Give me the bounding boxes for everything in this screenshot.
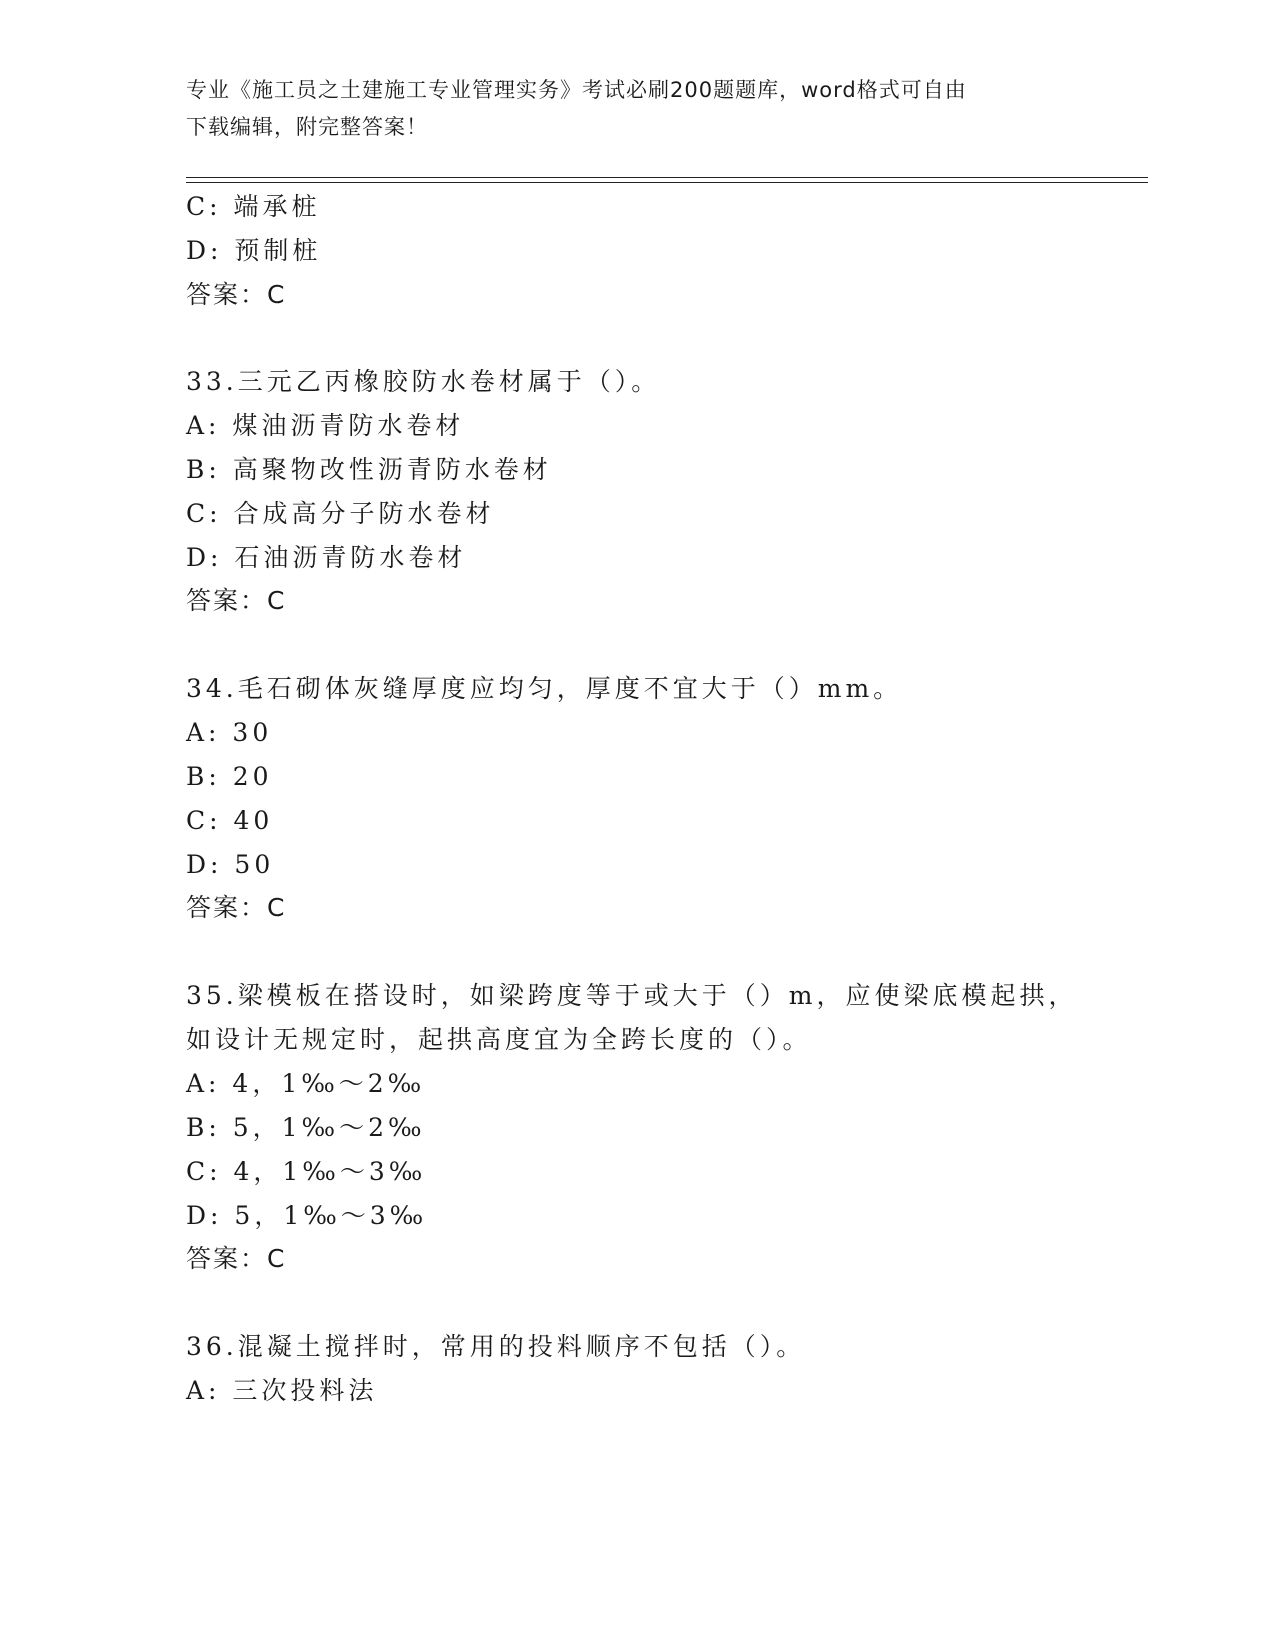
header-divider-top (186, 177, 1148, 178)
option-a: A: 煤油沥青防水卷材 (186, 411, 465, 440)
question-stem: 35.梁模板在搭设时，如梁跨度等于或大于（）m，应使梁底模起拱， (186, 981, 1078, 1010)
header-line-2: 下载编辑，附完整答案！ (186, 115, 428, 139)
option-c: C: 端承桩 (186, 192, 321, 221)
question-stem: 33.三元乙丙橡胶防水卷材属于（）。 (186, 367, 661, 396)
option-d: D: 石油沥青防水卷材 (186, 543, 467, 572)
header-line-1: 专业《施工员之土建施工专业管理实务》考试必刷200题题库，word格式可自由 (186, 78, 967, 102)
option-a: A: 三次投料法 (186, 1376, 378, 1405)
header-divider-bottom (186, 182, 1148, 183)
answer-line: 答案：C (186, 893, 287, 922)
answer-line: 答案：C (186, 1244, 287, 1273)
option-b: B: 20 (186, 762, 273, 791)
option-a: A: 30 (186, 718, 273, 747)
document-header (186, 72, 1086, 146)
answer-line: 答案：C (186, 280, 287, 309)
option-c: C: 40 (186, 806, 274, 835)
question-stem: 34.毛石砌体灰缝厚度应均匀，厚度不宜大于（）mm。 (186, 674, 903, 703)
option-c: C: 4，1‰～3‰ (186, 1157, 427, 1186)
question-stem-continued: 如设计无规定时，起拱高度宜为全跨长度的（）。 (186, 1025, 812, 1054)
option-b: B: 5，1‰～2‰ (186, 1113, 426, 1142)
option-d: D: 预制桩 (186, 236, 322, 265)
option-b: B: 高聚物改性沥青防水卷材 (186, 455, 552, 484)
option-c: C: 合成高分子防水卷材 (186, 499, 495, 528)
option-d: D: 50 (186, 850, 275, 879)
answer-line: 答案：C (186, 586, 287, 615)
question-stem: 36.混凝土搅拌时，常用的投料顺序不包括（）。 (186, 1332, 806, 1361)
option-a: A: 4，1‰～2‰ (186, 1069, 426, 1098)
option-d: D: 5，1‰～3‰ (186, 1201, 428, 1230)
